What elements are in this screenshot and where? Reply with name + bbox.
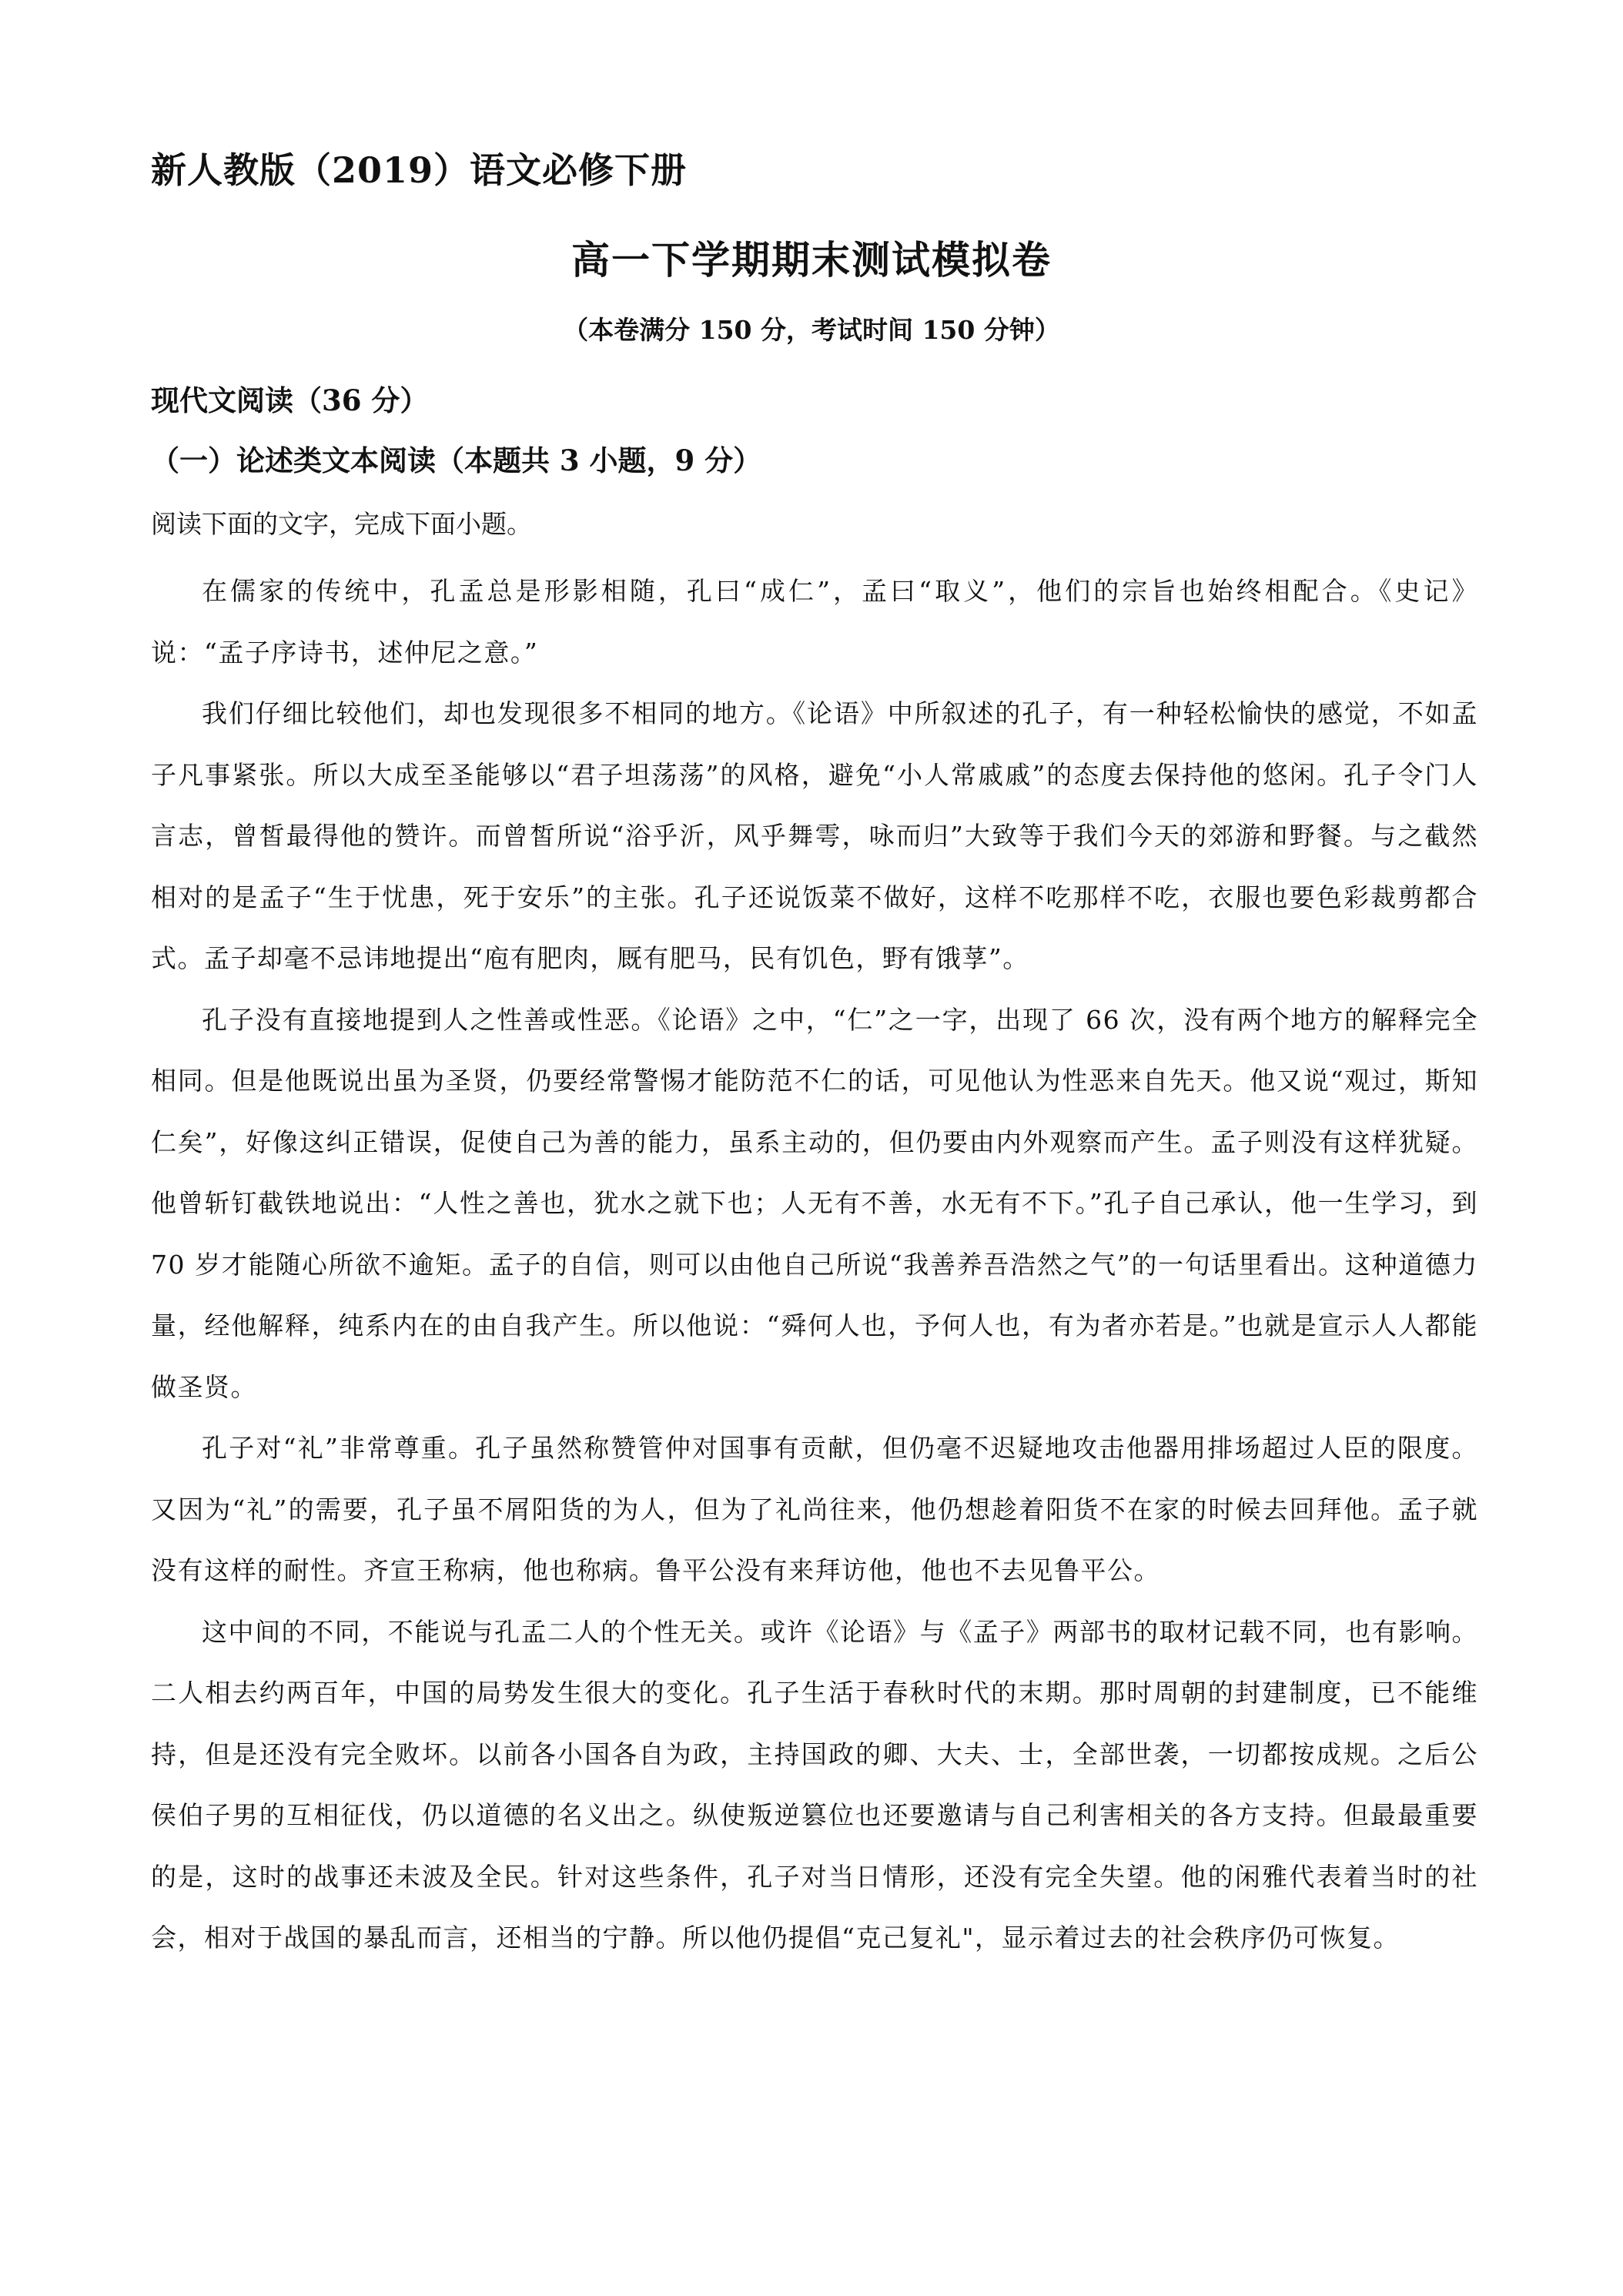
textbook-title: 新人教版（2019）语文必修下册 xyxy=(151,149,688,191)
subsection-title: （一）论述类文本阅读（本题共 3 小题，9 分） xyxy=(151,443,762,477)
exam-title: 高一下学期期末测试模拟卷 xyxy=(571,237,1052,283)
passage-paragraph-5: 这中间的不同，不能说与孔孟二人的个性无关。或许《论语》与《孟子》两部书的取材记载不同，也有影响。二人相去约两百年，中国的局势发生很大的变化。孔子生活于春秋时代的末期。那时周朝的封建制度，已不能维持，但是还没有完全败坏。以前各小国各自为政，主持国政的卿、大夫、士，全部世袭，一切都按成规。之后公侯伯子男的互相征伐，仍以道德的名义出之。纵使叛逆篡位也还要邀请与自己利害相关的各方支持。但最最重要的是，这时的战事还未波及全民。针对这些条件，孔子对当日情形，还没有完全失望。他的闲雅代表着当时的社会，相对于战国的暴乱而言，还相当的宁静。所以他仍提倡“克己复礼"，显示着过去的社会秩序仍可恢复。 xyxy=(151,1616,1478,1953)
section-title: 现代文阅读（36 分） xyxy=(151,383,429,417)
reading-passage xyxy=(151,561,1478,1969)
reading-instruction: 阅读下面的文字，完成下面小题。 xyxy=(151,509,532,539)
passage-paragraph-1: 在儒家的传统中，孔孟总是形影相随，孔曰“成仁”，孟曰“取义”，他们的宗旨也始终相配合。《史记》说：“孟子序诗书，述仲尼之意。” xyxy=(151,576,1478,668)
passage-paragraph-4: 孔子对“礼”非常尊重。孔子虽然称赞管仲对国事有贡献，但仍毫不迟疑地攻击他器用排场超过人臣的限度。又因为“礼”的需要，孔子虽不屑阳货的为人，但为了礼尚往来，他仍想趁着阳货不在家的时候去回拜他。孟子就没有这样的耐性。齐宣王称病，他也称病。鲁平公没有来拜访他，他也不去见鲁平公。 xyxy=(151,1433,1478,1585)
passage-paragraph-3: 孔子没有直接地提到人之性善或性恶。《论语》之中，“仁”之一字，出现了 66 次，没有两个地方的解释完全相同。但是他既说出虽为圣贤，仍要经常警惕才能防范不仁的话，可见他认为性恶来自先天。他又说“观过，斯知仁矣”，好像这纠正错误，促使自己为善的能力，虽系主动的，但仍要由内外观察而产生。孟子则没有这样犹疑。他曾斩钉截铁地说出：“人性之善也，犹水之就下也；人无有不善，水无有不下。”孔子自己承认，他一生学习，到 70 岁才能随心所欲不逾矩。孟子的自信，则可以由他自己所说“我善养吾浩然之气”的一句话里看出。这种道德力量，经他解释，纯系内在的由自我产生。所以他说：“舜何人也，予何人也，有为者亦若是。”也就是宣示人人都能做圣贤。 xyxy=(151,1004,1478,1402)
exam-note: （本卷满分 150 分，考试时间 150 分钟） xyxy=(563,315,1060,345)
passage-paragraph-2: 我们仔细比较他们，却也发现很多不相同的地方。《论语》中所叙述的孔子，有一种轻松愉快的感觉，不如孟子凡事紧张。所以大成至圣能够以“君子坦荡荡”的风格，避免“小人常戚戚”的态度去保持他的悠闲。孔子令门人言志，曾皙最得他的赞许。而曾皙所说“浴乎沂，风乎舞雩，咏而归”大致等于我们今天的郊游和野餐。与之截然相对的是孟子“生于忧患，死于安乐”的主张。孔子还说饭菜不做好，这样不吃那样不吃，衣服也要色彩裁剪都合式。孟子却毫不忌讳地提出“庖有肥肉，厩有肥马，民有饥色，野有饿莩”。 xyxy=(151,698,1478,973)
